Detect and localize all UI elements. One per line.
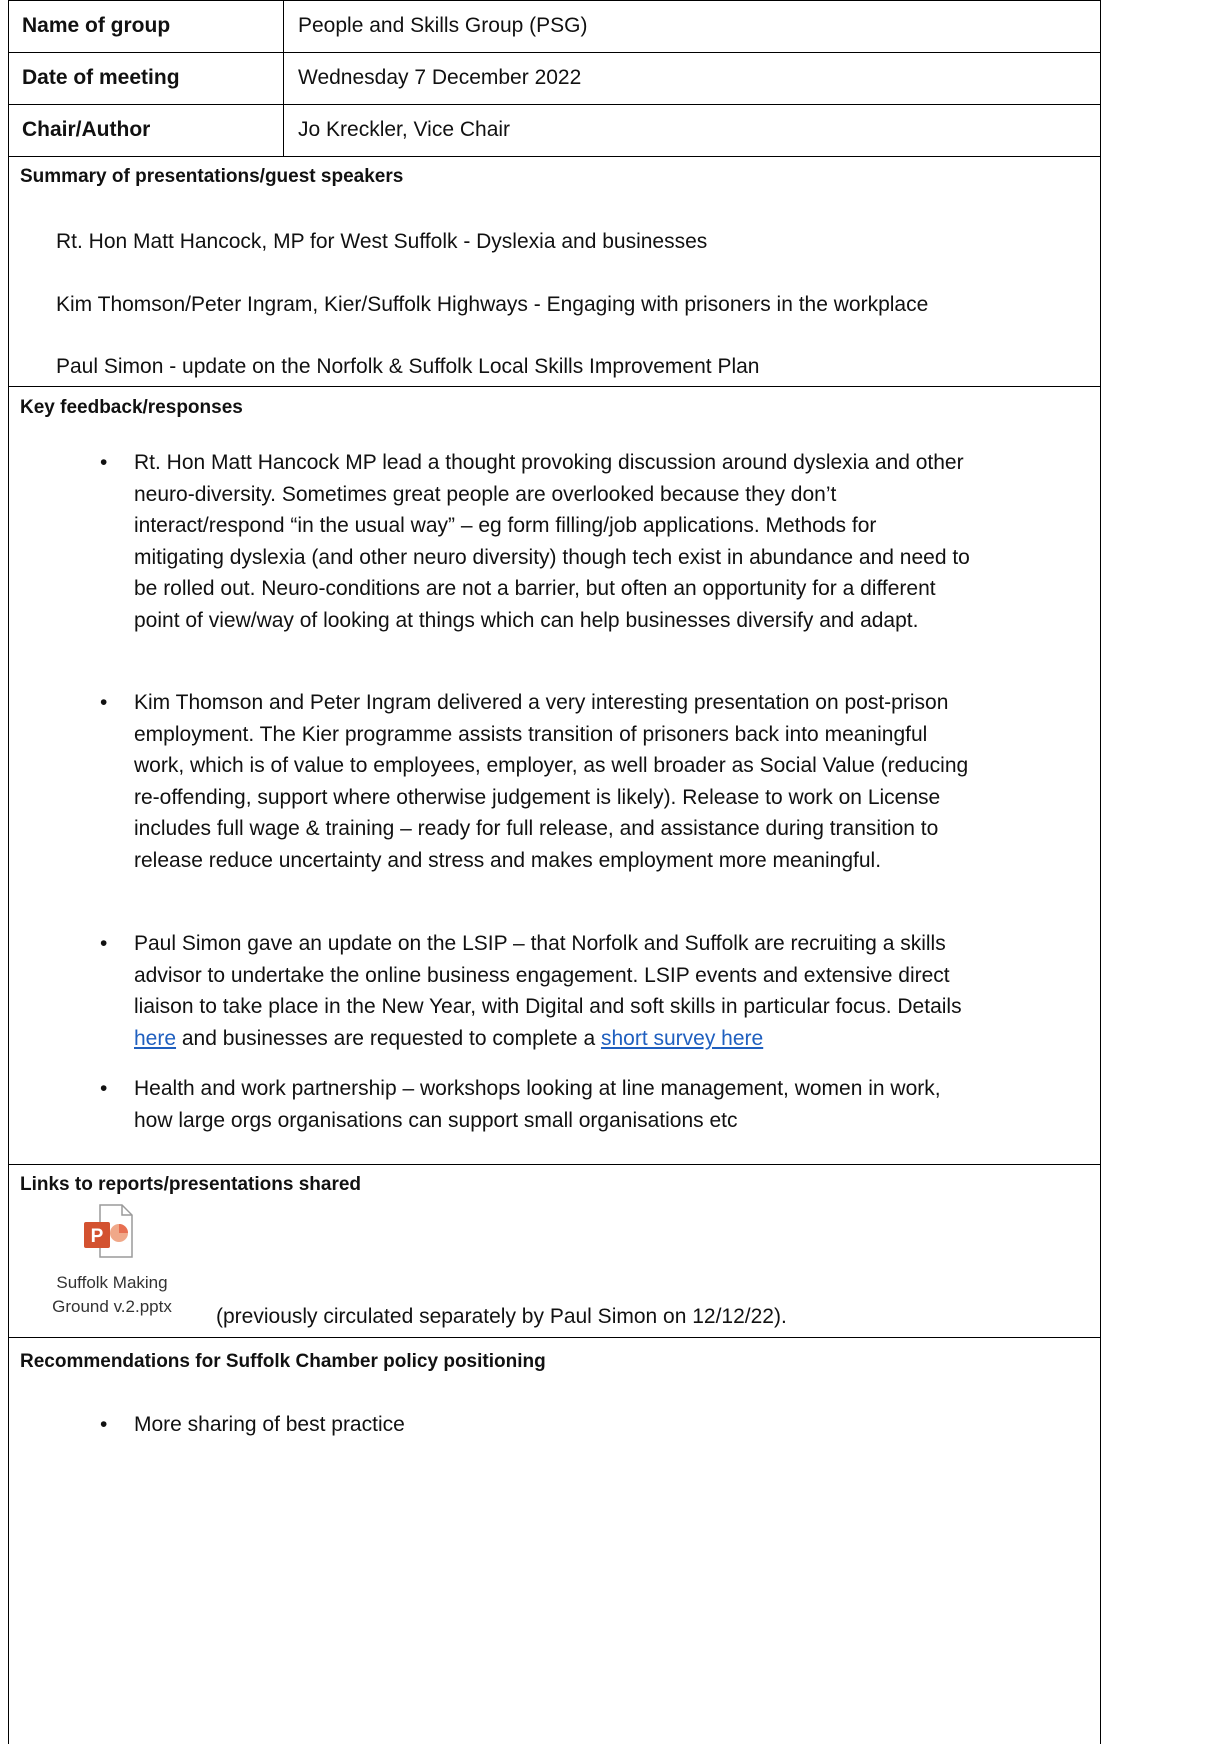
text-line: mitigating dyslexia (and other neuro diversity) though tech exist in abundance and need to [134,545,970,569]
feedback-item-lsip [134,928,1094,1054]
text-line [134,1023,1094,1055]
text-line: liaison to take place in the New Year, with Digital and soft skills in particular focus. Details [134,995,962,1018]
bullet-marker: • [100,451,108,474]
chair-value: Jo Kreckler, Vice Chair [298,118,511,141]
table-border [8,386,1101,387]
table-border [8,156,1101,157]
text-line: be rolled out. Neuro-conditions are not a barrier, but often an opportunity for a different [134,577,936,600]
table-border [8,1164,1101,1165]
summary-heading: Summary of presentations/guest speakers [20,166,404,187]
bullet-marker: • [100,691,108,714]
feedback-item-prisoners [134,687,1094,876]
text-line: Health and work partnership – workshops looking at line management, women in work, [134,1077,941,1100]
filename-line: Suffolk Making [56,1273,168,1292]
table-border [8,52,1101,53]
feedback-heading: Key feedback/responses [20,397,243,418]
summary-item: Paul Simon - update on the Norfolk & Suffolk Local Skills Improvement Plan [56,355,760,378]
group-name-label: Name of group [22,14,171,37]
group-name-value: People and Skills Group (PSG) [298,14,588,37]
recommendations-heading: Recommendations for Suffolk Chamber policy positioning [20,1351,546,1372]
text-line: interact/respond “in the usual way” – eg form filling/job applications. Methods for [134,514,877,537]
text-line: includes full wage & training – ready for full release, and assistance during transition to [134,817,939,840]
meeting-date-label: Date of meeting [22,66,180,89]
text-line: how large orgs organisations can support small organisations etc [134,1108,738,1132]
attachment-note: (previously circulated separately by Paul Simon on 12/12/22). [216,1305,787,1328]
powerpoint-file-icon[interactable] [82,1203,134,1259]
links-heading: Links to reports/presentations shared [20,1174,362,1195]
text-line: Rt. Hon Matt Hancock MP lead a thought provoking discussion around dyslexia and other [134,451,964,474]
bullet-marker: • [100,1413,108,1436]
bullet-marker: • [100,932,108,955]
column-divider [283,0,284,156]
bullet-marker: • [100,1077,108,1100]
short-survey-link[interactable]: short survey here [600,1026,764,1050]
feedback-item-health [134,1073,1094,1136]
text-line: Kim Thomson and Peter Ingram delivered a very interesting presentation on post-prison [134,691,949,714]
text-line: point of view/way of looking at things which can help businesses diversify and adapt. [134,608,919,632]
summary-item: Rt. Hon Matt Hancock, MP for West Suffolk - Dyslexia and businesses [56,230,708,253]
table-border-top [8,0,1101,1]
meeting-date-value: Wednesday 7 December 2022 [298,66,582,89]
table-border [8,1337,1101,1338]
recommendation-item: More sharing of best practice [134,1413,405,1436]
details-here-link[interactable]: here [134,1026,177,1050]
text-line: release reduce uncertainty and stress and makes employment more meaningful. [134,848,882,872]
text-line: neuro-diversity. Sometimes great people are overlooked because they don’t [134,482,837,506]
attachment-filename[interactable] [26,1271,198,1319]
filename-line: Ground v.2.pptx [52,1297,172,1316]
summary-item: Kim Thomson/Peter Ingram, Kier/Suffolk Highways - Engaging with prisoners in the workplace [56,293,929,316]
text-line: re-offending, support where otherwise judgement is likely). Release to work on License [134,785,941,809]
text-line: work, which is of value to employees, employer, as well broader as Social Value (reducing [134,754,969,777]
svg-text:P: P [90,1226,104,1247]
chair-label: Chair/Author [22,118,151,141]
text-line: employment. The Kier programme assists transition of prisoners back into meaningful [134,722,928,746]
table-border [8,104,1101,105]
text-line: Paul Simon gave an update on the LSIP – that Norfolk and Suffolk are recruiting a skills [134,932,946,955]
feedback-item-dyslexia [134,447,1094,636]
text-line: advisor to undertake the online business engagement. LSIP events and extensive direct [134,963,950,987]
text-span: and businesses are requested to complete a [176,1026,601,1050]
